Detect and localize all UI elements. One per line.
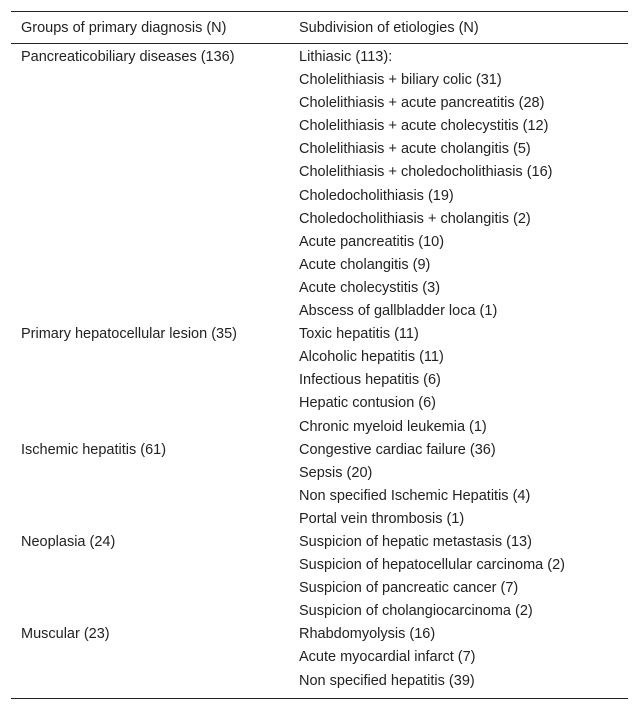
etiology-item: Portal vein thrombosis (1): [299, 510, 465, 527]
etiology-list: [289, 439, 628, 531]
etiology-item: Choledocholithiasis (19): [299, 187, 454, 204]
etiology-item: Lithiasic (113):: [299, 49, 393, 65]
etiology-item: Cholelithiasis + acute cholangitis (5): [299, 141, 531, 158]
etiology-item: Cholelithiasis + choledocholithiasis (16): [299, 164, 553, 181]
table-row: [11, 623, 628, 698]
etiology-list: [289, 531, 628, 623]
etiology-item: Abscess of gallbladder loca (1): [299, 303, 498, 320]
etiology-item: Acute myocardial infarct (7): [299, 649, 476, 666]
etiology-item: Acute cholangitis (9): [299, 256, 431, 273]
etiology-item: Sepsis (20): [299, 464, 373, 481]
etiology-item: Alcoholic hepatitis (11): [299, 349, 444, 366]
table-body: [11, 44, 628, 699]
table-row: [11, 531, 628, 623]
etiology-item: Suspicion of hepatic metastasis (13): [299, 533, 532, 550]
etiology-item: Rhabdomyolysis (16): [299, 626, 436, 643]
etiology-table-container: [11, 11, 628, 699]
etiology-item: Hepatic contusion (6): [299, 395, 437, 412]
etiology-item: Cholelithiasis + biliary colic (31): [299, 72, 502, 89]
etiology-item: Chronic myeloid leukemia (1): [299, 418, 487, 435]
etiology-item: Suspicion of cholangiocarcinoma (2): [299, 603, 533, 620]
etiology-item: Non specified Ischemic Hepatitis (4): [299, 487, 531, 504]
primary-diagnosis-group: Pancreaticobiliary diseases (136): [21, 49, 235, 65]
etiology-list: [289, 323, 628, 438]
etiology-item: Suspicion of hepatocellular carcinoma (2): [299, 557, 565, 574]
primary-diagnosis-group: Neoplasia (24): [21, 533, 116, 550]
etiology-item: Congestive cardiac failure (36): [299, 441, 496, 458]
etiology-item: Cholelithiasis + acute cholecystitis (12): [299, 118, 549, 135]
primary-diagnosis-group: Ischemic hepatitis (61): [21, 441, 167, 458]
etiology-item: Cholelithiasis + acute pancreatitis (28): [299, 95, 545, 112]
etiology-table: [11, 11, 628, 699]
table-row: [11, 44, 628, 324]
etiology-item: Acute pancreatitis (10): [299, 233, 445, 250]
header-subdivision-of-etiologies: Subdivision of etiologies (N): [299, 19, 479, 36]
etiology-list: [289, 623, 628, 698]
etiology-list: [289, 44, 628, 324]
etiology-item: Infectious hepatitis (6): [299, 372, 441, 389]
etiology-item: Non specified hepatitis (39): [299, 672, 475, 689]
primary-diagnosis-group: Muscular (23): [21, 626, 110, 643]
table-row: [11, 323, 628, 438]
etiology-item: Suspicion of pancreatic cancer (7): [299, 580, 519, 597]
table-header-row: [11, 12, 628, 44]
etiology-item: Acute cholecystitis (3): [299, 279, 441, 296]
etiology-item: Choledocholithiasis + cholangitis (2): [299, 210, 531, 227]
primary-diagnosis-group: Primary hepatocellular lesion (35): [21, 326, 237, 343]
header-groups-of-primary-diagnosis: Groups of primary diagnosis (N): [21, 19, 227, 36]
etiology-item: Toxic hepatitis (11): [299, 326, 419, 343]
table-row: [11, 439, 628, 531]
